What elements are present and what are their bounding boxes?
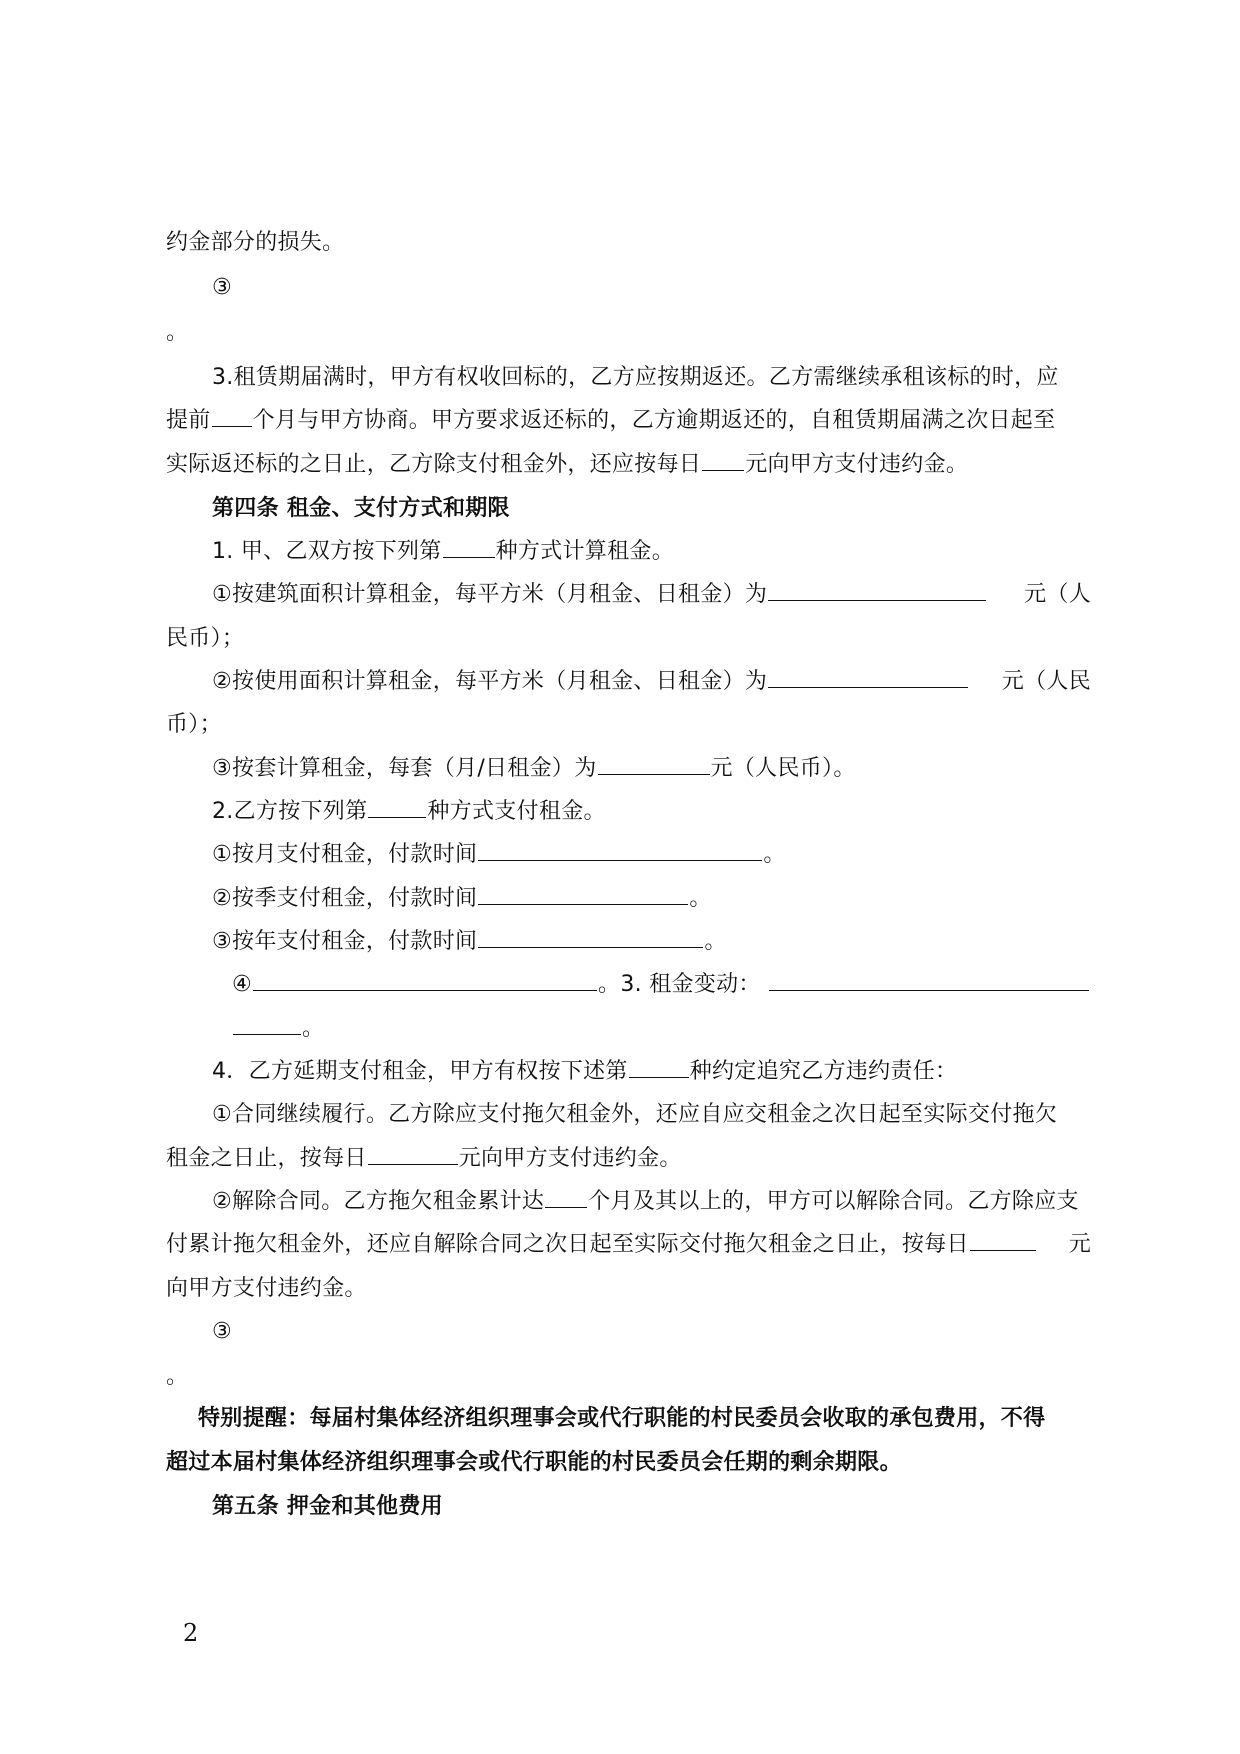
paragraph-line: 向甲方支付违约金。 — [166, 1276, 367, 1301]
fill-blank — [368, 1144, 458, 1165]
fill-blank — [478, 884, 688, 905]
list-marker: ③ — [212, 275, 233, 300]
paragraph-line: 实际返还标的之日止，乙方除支付租金外，还应按每日 元向甲方支付违约金。 — [166, 452, 969, 477]
fill-blank — [212, 406, 252, 427]
paragraph-line: ①按建筑面积计算租金，每平方米（月租金、日租金）为 元（人 — [212, 582, 1091, 607]
paragraph-line: 1. 甲、乙双方按下列第 种方式计算租金。 — [212, 539, 674, 564]
paragraph-line: 民币）； — [166, 626, 245, 651]
paragraph-line: ②按季支付租金，付款时间 。 — [212, 886, 712, 911]
paragraph-line: ②解除合同。乙方拖欠租金累计达 个月及其以上的，甲方可以解除合同。乙方除应支 — [212, 1189, 1079, 1214]
page-number: 2 — [183, 1619, 199, 1647]
fill-blank — [768, 580, 986, 601]
paragraph-line: ①按月支付租金，付款时间 。 — [212, 842, 786, 867]
paragraph-line: 租金之日止，按每日 元向甲方支付违约金。 — [166, 1146, 682, 1171]
list-marker: ③ — [212, 1319, 233, 1344]
special-reminder: 超过本届村集体经济组织理事会或代行职能的村民委员会任期的剩余期限。 — [166, 1450, 902, 1475]
paragraph-line: 。 — [166, 1364, 189, 1389]
paragraph-line: 。 — [232, 1014, 1091, 1044]
paragraph-line: 币）； — [166, 712, 222, 737]
paragraph-line: 3.租赁期届满时，甲方有权收回标的，乙方应按期返还。乙方需继续承租该标的时，应 — [212, 365, 1059, 390]
paragraph-line: 。 — [166, 320, 189, 345]
fill-blank — [478, 927, 703, 948]
special-reminder: 特别提醒：每届村集体经济组织理事会或代行职能的村民委员会收取的承包费用，不得 — [198, 1406, 1046, 1431]
fill-blank — [368, 797, 426, 818]
fill-blank — [598, 754, 710, 775]
paragraph-line: 4．乙方延期支付租金，甲方有权按下述第 种约定追究乙方违约责任： — [212, 1059, 958, 1084]
fill-blank — [629, 1057, 689, 1078]
fill-blank — [545, 1187, 587, 1208]
fill-blank — [443, 537, 495, 558]
fill-blank — [233, 1014, 301, 1035]
fill-blank — [702, 450, 744, 471]
section-heading: 第五条 押金和其他费用 — [212, 1494, 443, 1519]
paragraph-line: 提前 个月与甲方协商。甲方要求返还标的，乙方逾期返还的，自租赁期届满之次日起至 — [166, 408, 1056, 433]
paragraph-line: ③按年支付租金，付款时间 。 — [212, 929, 727, 954]
paragraph-line: ①合同继续履行。乙方除应支付拖欠租金外，还应自应交租金之次日起至实际交付拖欠 — [212, 1102, 1058, 1127]
fill-blank — [253, 970, 597, 991]
paragraph-line: 约金部分的损失。 — [166, 230, 345, 255]
fill-blank — [768, 667, 968, 688]
paragraph-line: 2.乙方按下列第 种方式支付租金。 — [212, 799, 606, 824]
paragraph-line: 付累计拖欠租金外，还应自解除合同之次日起至实际交付拖欠租金之日止，按每日 元 — [166, 1232, 1091, 1257]
fill-blank — [970, 1230, 1036, 1251]
fill-blank — [478, 840, 762, 861]
paragraph-line: ②按使用面积计算租金，每平方米（月租金、日租金）为 元（人民 — [212, 669, 1091, 694]
paragraph-line: ④ 。3. 租金变动： — [232, 970, 1091, 1000]
section-heading: 第四条 租金、支付方式和期限 — [212, 496, 510, 521]
paragraph-line: ③按套计算租金，每套（月/日租金）为 元（人民币）。 — [212, 756, 856, 781]
fill-blank — [769, 970, 1089, 991]
